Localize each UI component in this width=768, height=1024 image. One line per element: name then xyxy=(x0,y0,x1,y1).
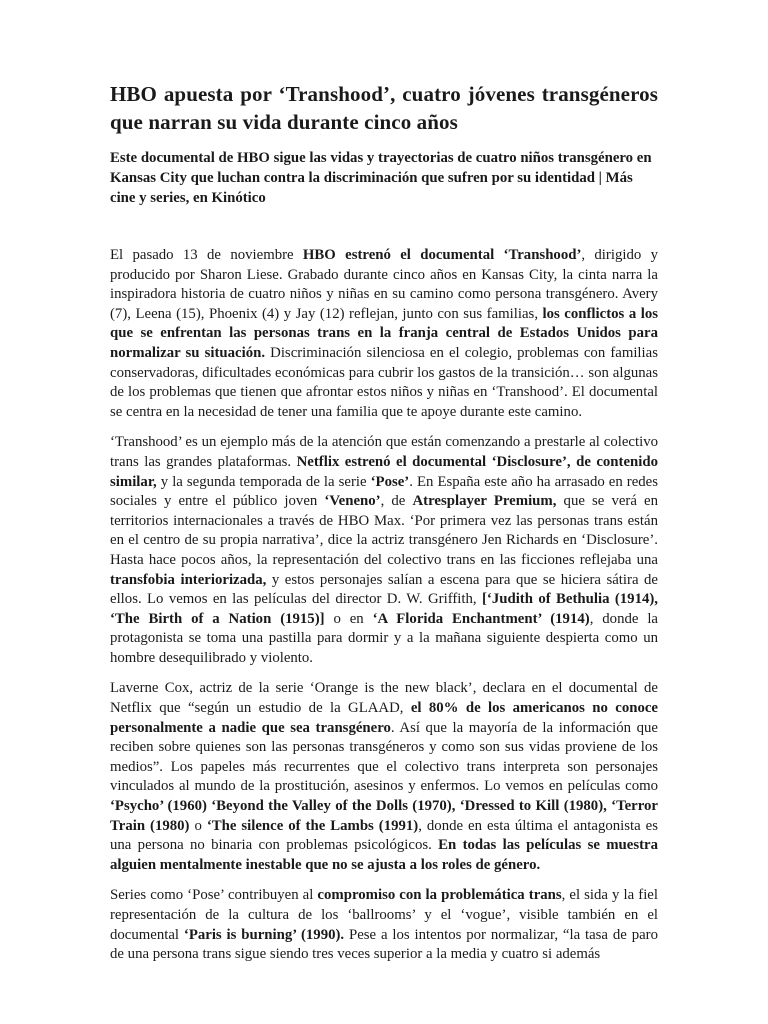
bold-text-run: [‘Judith of Bethulia (1914), ‘The Birth of a Nation (1915)] xyxy=(110,591,659,627)
text-run: Series como ‘Pose’ contribuyen al xyxy=(110,887,318,904)
article-title: HBO apuesta por ‘Transhood’, cuatro jóvenes transgéneros que narran su vida durante cinco años xyxy=(110,82,658,134)
text-run: o xyxy=(189,817,207,834)
bold-text-run: ‘Pose’ xyxy=(370,473,410,490)
bold-text-run: HBO estrenó el documental ‘Transhood’ xyxy=(302,247,582,263)
text-run: . En España este año ha arrasado en redes sociales y entre el público joven xyxy=(110,473,659,510)
text-run: que se verá en territorios internacionales a través de HBO Max. ‘Por primera vez las personas trans están en el centro de su propia narrativa’, dice la actriz transgénero Jen Richards en ‘Disclosure’. Hasta hace pocos años, la representación del colectivo trans en las ficciones reflejaba una xyxy=(110,493,658,568)
bold-text-run: Atresplayer Premium, xyxy=(412,493,557,510)
text-run: y estos personajes salían a escena para que se hiciera sátira de ellos. Lo vemos en las películas del director D. W. Griffith, xyxy=(110,571,658,608)
bold-text-run: el 80% de los americanos no conoce personalmente a nadie que sea transgénero xyxy=(110,700,658,736)
paragraph-2 xyxy=(110,433,658,668)
text-run: Discriminación silenciosa en el colegio, problemas con familias conservadoras, dificultades económicas para cubrir los gastos de la transición… son algunas de los problemas que tienen que afrontar estos niños y niñas en ‘Transhood’. El documental se centra en la necesidad de tener una familia que te apoye durante este camino. xyxy=(110,344,658,420)
bold-text-run: Netflix estrenó el documental ‘Disclosure’, de contenido similar, xyxy=(110,453,658,490)
text-run: , el sida y la fiel representación de la cultura de los ‘ballrooms’ y el ‘vogue’, visible también en el documental xyxy=(110,887,658,943)
text-run: , de xyxy=(380,493,413,510)
text-run: , donde la protagonista se toma una pastilla para dormir y a la mañana siguiente despierta como un hombre desequilibrado y violento. xyxy=(110,610,658,666)
bold-text-run: los conflictos a los que se enfrentan las personas trans en la franja central de Estados Unidos para normalizar su situación. xyxy=(110,305,658,361)
bold-text-run: transfobia interiorizada, xyxy=(110,571,267,588)
paragraph-4 xyxy=(110,886,658,964)
bold-text-run: ‘The silence of the Lambs (1991) xyxy=(206,817,419,834)
bold-text-run: ‘Paris is burning’ (1990). xyxy=(183,926,345,943)
article-subtitle: Este documental de HBO sigue las vidas y trayectorias de cuatro niños transgénero en Kansas City que luchan contra la discriminación que sufren por su identidad | Más cine y series, en Kinótico xyxy=(110,150,652,206)
text-run: , donde en esta última el antagonista es una persona no binaria con problemas psicológicos. xyxy=(110,817,658,854)
text-run: y la segunda temporada de la serie xyxy=(156,473,371,490)
article-body xyxy=(110,246,658,965)
bold-text-run: ‘Veneno’ xyxy=(324,493,381,510)
bold-text-run: ‘Psycho’ (1960) ‘Beyond the Valley of the Dolls (1970), ‘Dressed to Kill (1980), ‘Terror Train (1980) xyxy=(110,798,658,834)
bold-text-run: En todas las películas se muestra alguien mentalmente inestable que no se ajusta a los roles de género. xyxy=(110,837,658,873)
paragraph-3 xyxy=(110,679,658,875)
text-run: , dirigido y producido por Sharon Liese. Grabado durante cinco años en Kansas City, la cinta narra la inspiradora historia de cuatro niños y niñas en su camino como persona transgénero. Avery (7), Leena (15), Phoenix (4) y Jay (12) reflejan, junto con sus familias, xyxy=(110,247,658,322)
text-run: El pasado 13 de noviembre xyxy=(110,247,303,263)
text-run: Pese a los intentos por normalizar, “la tasa de paro de una persona trans sigue siendo tres veces superior a la media y cuatro si además xyxy=(110,926,658,963)
paragraph-1 xyxy=(110,246,658,422)
bold-text-run: ‘A Florida Enchantment’ (1914) xyxy=(372,610,590,627)
bold-text-run: compromiso con la problemática trans xyxy=(317,887,562,904)
text-run: ‘Transhood’ es un ejemplo más de la atención que están comenzando a prestarle al colectivo trans las grandes plataformas. xyxy=(110,434,658,470)
text-run: o en xyxy=(324,610,373,627)
text-run: . Así que la mayoría de la información que reciben sobre quienes son las personas transgéneros y como son sus vidas proviene de los medios”. Los papeles más recurrentes que el colectivo trans interpreta son personajes vinculados al mundo de la prostitución, asesinos y enfermos. Lo vemos en películas como xyxy=(110,719,658,795)
text-run: Laverne Cox, actriz de la serie ‘Orange is the new black’, declara en el documental de Netflix que “según un estudio de la GLAAD, xyxy=(110,680,658,717)
